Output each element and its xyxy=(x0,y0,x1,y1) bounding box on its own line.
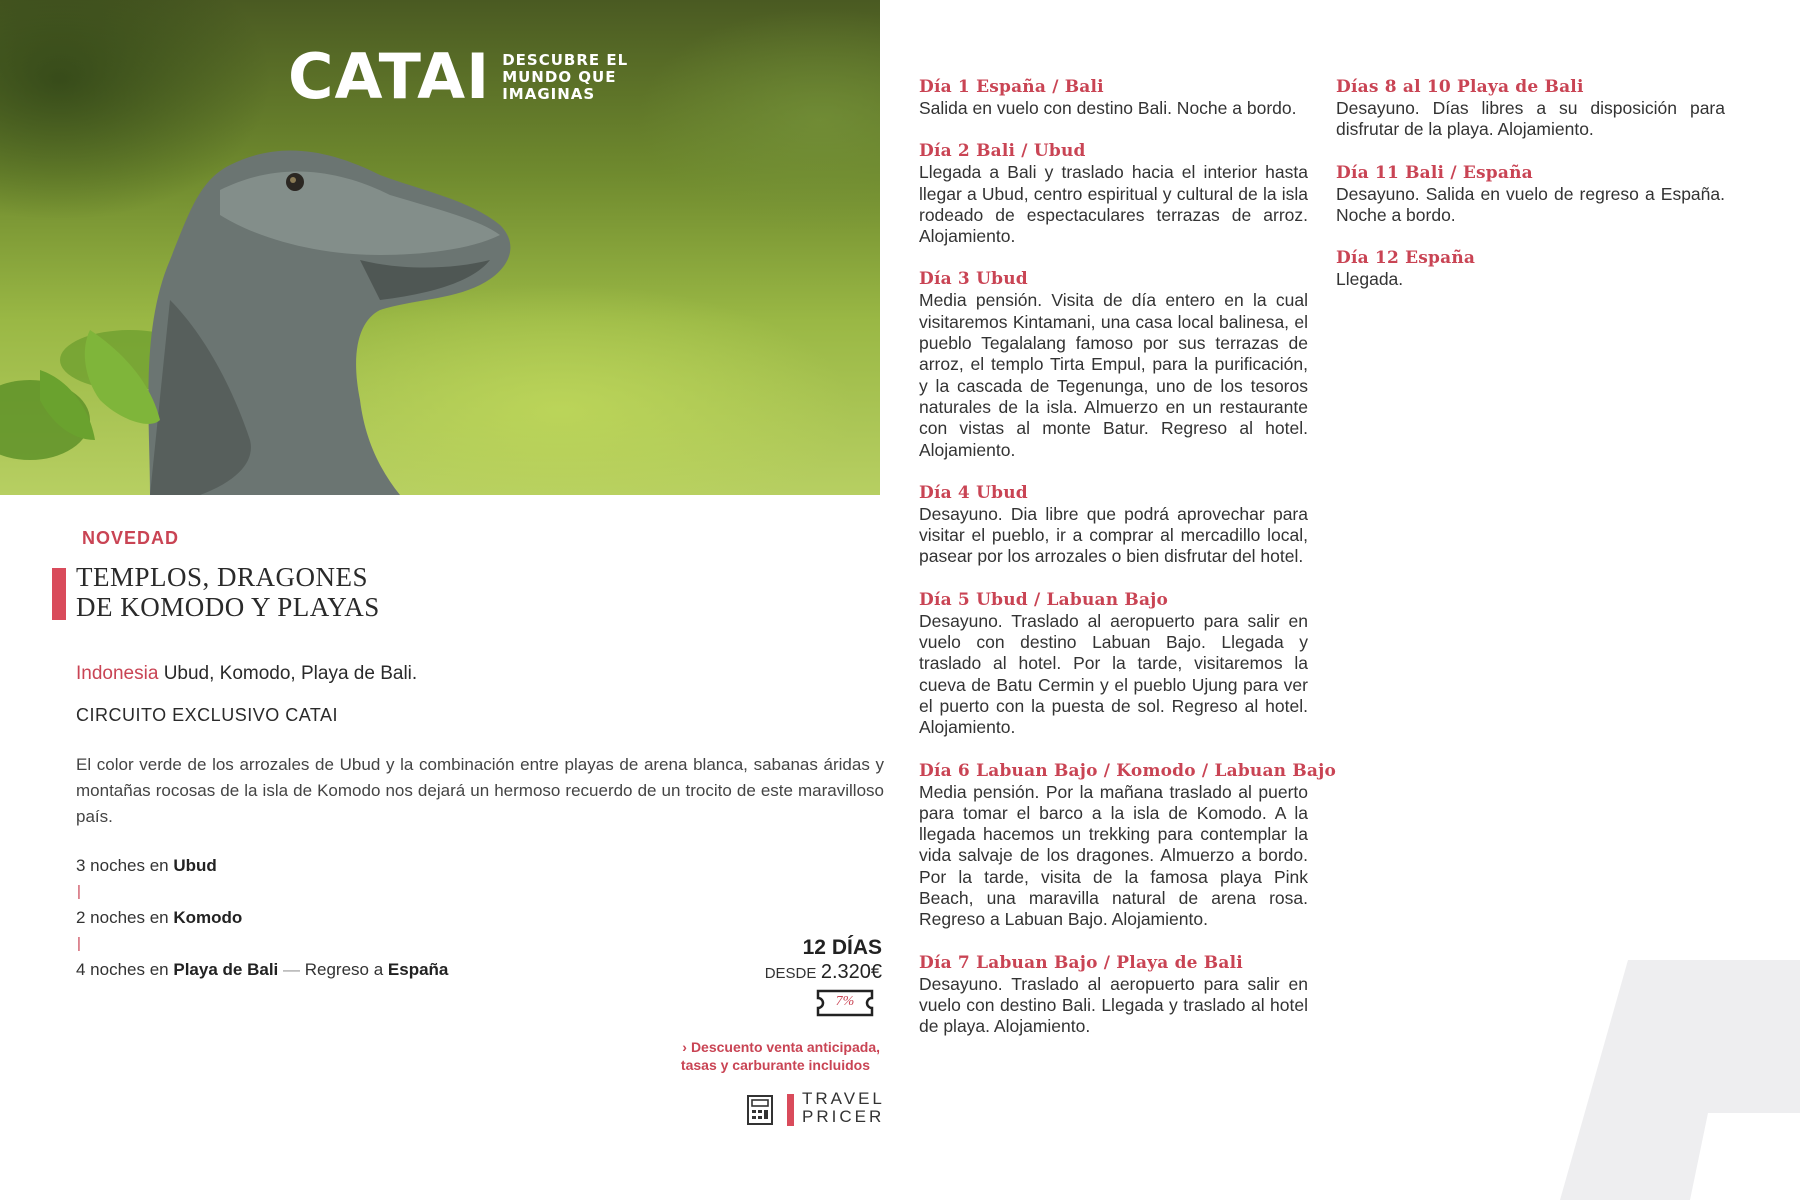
itinerary-column-1 xyxy=(919,76,1337,1059)
price xyxy=(765,961,882,984)
discount-note xyxy=(650,1038,880,1074)
day-title: Día 4 Ubud xyxy=(919,482,1028,503)
stay-return-label: Regreso a xyxy=(304,960,384,979)
itinerary-day xyxy=(1336,247,1725,290)
day-text: Desayuno. Traslado al aeropuerto para salir en vuelo con destino Labuan Bajo. Llegada y traslado al hotel. Por la tarde, visitaremos la cueva de Batu Cermin y el pueblo Ujung para ver el puerto con la puesta de sol. Regreso al hotel. Alojamiento. xyxy=(919,610,1308,738)
itinerary-day xyxy=(1336,162,1725,227)
itinerary-day xyxy=(919,140,1308,247)
brand-tagline: DESCUBRE EL MUNDO QUE IMAGINAS xyxy=(502,50,629,103)
stay-dash: — xyxy=(283,960,300,979)
day-title: Días 8 al 10 Playa de Bali xyxy=(1336,77,1584,97)
day-title: Día 6 Labuan Bajo / Komodo / Labuan Bajo xyxy=(919,760,1337,781)
brand-name: CATAI xyxy=(288,40,491,113)
stay-nights: 4 noches en xyxy=(76,960,169,979)
circuit-label: CIRCUITO EXCLUSIVO CATAI xyxy=(76,705,339,725)
day-text: Desayuno. Salida en vuelo de regreso a España. Noche a bordo. xyxy=(1336,183,1725,225)
day-title: Día 2 Bali / Ubud xyxy=(919,141,1086,162)
day-title: Día 5 Ubud / Labuan Bajo xyxy=(919,589,1169,610)
itinerary-day xyxy=(919,760,1337,931)
stay-item xyxy=(76,957,448,983)
discount-badge xyxy=(812,988,878,1018)
stays-list xyxy=(76,853,448,983)
stay-separator: | xyxy=(77,935,81,952)
itinerary-column-2 xyxy=(1336,76,1725,311)
decorative-shapes xyxy=(1560,955,1800,1200)
day-text: Llegada. xyxy=(1336,269,1404,290)
brand-logo xyxy=(288,40,632,113)
tour-description: El color verde de los arrozales de Ubud y la combinación entre playas de arena blanca, sabanas áridas y montañas rocosas de la isla de Komodo nos dejará un hermoso recuerdo de un trocito de este maravilloso país. xyxy=(76,755,884,826)
stay-place: Ubud xyxy=(173,856,217,875)
stay-nights: 3 noches en xyxy=(76,856,169,875)
stay-separator: | xyxy=(77,883,81,900)
travel-pricer-line2: PRICER xyxy=(802,1107,885,1126)
itinerary-day xyxy=(919,268,1308,460)
travel-pricer-logo xyxy=(802,1090,885,1126)
day-text: Llegada a Bali y traslado hacia el interior hasta llegar a Ubud, centro espiritual y cultural de la isla rodeado de espectaculares terrazas de arroz. Alojamiento. xyxy=(919,162,1308,247)
tour-location xyxy=(76,663,417,685)
discount-note-line2: tasas y carburante incluidos xyxy=(680,1057,870,1073)
itinerary-day xyxy=(919,952,1308,1038)
itinerary-day xyxy=(919,76,1308,119)
day-title: Día 3 Ubud xyxy=(919,269,1028,290)
tour-country: Indonesia xyxy=(76,663,159,684)
chevron-right-icon: › xyxy=(682,1039,687,1055)
itinerary-day xyxy=(1336,76,1725,141)
day-text: Media pensión. Por la mañana traslado al puerto para tomar el barco a la isla de Komodo. A la llegada hacemos un trekking para contemplar la vida salvaje de los dragones. Almuerzo a bordo. Por la tarde, visita de la famosa playa Pink Beach, una maravilla natural de arena rosa. Regreso a Labuan Bajo. Alojamiento. xyxy=(919,781,1308,930)
day-text: Desayuno. Días libres a su disposición para disfrutar de la playa. Alojamiento. xyxy=(1336,98,1725,140)
travel-pricer-line1: TRAVEL xyxy=(802,1089,885,1108)
title-accent-bar xyxy=(52,568,66,620)
stay-return-place: España xyxy=(387,960,449,979)
day-title: Día 11 Bali / España xyxy=(1336,162,1533,183)
itinerary-day xyxy=(919,482,1308,568)
duration-days: 12 DÍAS xyxy=(802,936,882,959)
day-text: Desayuno. Traslado al aeropuerto para salir en vuelo con destino Bali. Llegada y traslado al hotel de playa. Alojamiento. xyxy=(919,973,1308,1037)
stay-nights: 2 noches en xyxy=(76,908,169,927)
day-title: Día 12 España xyxy=(1336,248,1476,269)
tour-places: Ubud, Komodo, Playa de Bali. xyxy=(163,663,418,684)
day-text: Desayuno. Dia libre que podrá aprovechar para visitar el pueblo, ir a comprar al mercadillo local, pasear por los arrozales o bien disfrutar del hotel. xyxy=(919,503,1308,567)
price-amount: 2.320€ xyxy=(820,961,882,983)
day-title: Día 1 España / Bali xyxy=(919,77,1104,97)
tour-title xyxy=(76,562,576,622)
stay-place: Playa de Bali xyxy=(173,960,279,979)
itinerary-day xyxy=(919,589,1308,739)
novedad-label: NOVEDAD xyxy=(82,528,180,548)
day-title: Día 7 Labuan Bajo / Playa de Bali xyxy=(919,952,1243,973)
travel-pricer-accent xyxy=(787,1094,794,1126)
tour-title-line2: DE KOMODO Y PLAYAS xyxy=(76,592,380,622)
hero-photo xyxy=(0,0,880,495)
discount-value: 7% xyxy=(835,994,855,1009)
discount-note-text1: Descuento venta anticipada, xyxy=(690,1039,880,1055)
calculator-icon xyxy=(746,1094,774,1126)
stay-place: Komodo xyxy=(173,908,243,927)
stay-item xyxy=(76,853,448,879)
stay-item xyxy=(76,905,448,931)
discount-note-line1 xyxy=(650,1038,880,1056)
day-text: Salida en vuelo con destino Bali. Noche a bordo. xyxy=(919,98,1297,118)
tour-title-line1: TEMPLOS, DRAGONES xyxy=(76,562,369,592)
price-from-label: DESDE xyxy=(764,965,817,982)
day-text: Media pensión. Visita de día entero en la cual visitaremos Kintamani, una casa local balinesa, el pueblo Tegalalang famoso por sus terrazas de arroz, el templo Tirta Empul, para la purificación, y la cascada de Tegenunga, uno de los tesoros naturales de la isla. Almuerzo en un restaurante con vistas al monte Batur. Regreso al hotel. Alojamiento. xyxy=(919,290,1308,460)
